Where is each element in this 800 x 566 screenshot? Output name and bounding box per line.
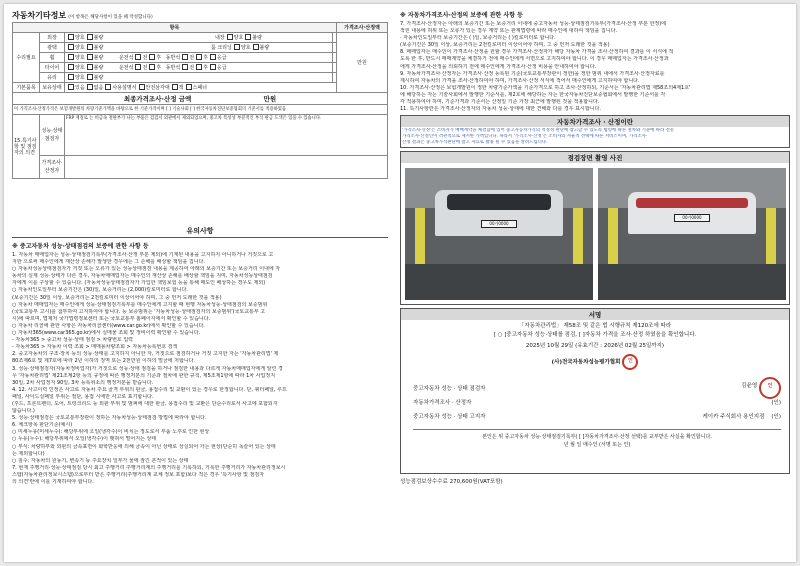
notice-item: 6. 체크항목 판단기준(예시) <box>12 422 73 429</box>
pricing-item: (보증기간은 30일 이상, 보증거리는 2천킬로미터 이상이어야 하며, 그 중 먼저 도래한 것을 적용) <box>400 42 610 49</box>
notice-item: ○ 미세누유(미세누수): 해당부위에 오일(냉각수)이 비치는 정도로서 부품 노후로 인한 현상 <box>12 429 210 436</box>
pricing-item: 9. 자동차가격조사·산정자는 가격조사·산정 등록된 기준(국토교통부장관이 정한)을 정한 범위 내에서 가격조사·산정자료를 <box>400 70 665 77</box>
receipt-statement: 본인은 위 중고자동차 성능·상태점검기록부( [ ]자동차가격조사·산정 선택)를 교부받은 사실을 확인합니다. <box>482 434 712 441</box>
pricing-definition-line: 가격조사·산정인이 객관적으로 제시한 가액입니다. 따라서 '가격조사·산정'은 소비자의 자율적 선택에 따른 서비스이며, 가격조사· <box>402 134 648 140</box>
pricing-list <box>400 21 790 113</box>
pricing-item: 에게 가격조사·산정을 의뢰하기 전에 매수인에게 가격조사·산정 비용을 안내하여야 합니다. <box>400 63 597 70</box>
condition-table <box>12 22 388 179</box>
checkbox[interactable] <box>210 64 216 70</box>
association-stamp: 인 <box>622 354 638 370</box>
signature-statement-1: 「자동차관리법」 제58조 및 같은 법 시행규칙 제120조에 따라 <box>518 323 672 330</box>
checkbox[interactable] <box>186 84 192 90</box>
unit-cell: 만원 <box>337 33 388 93</box>
checkbox[interactable] <box>135 54 141 60</box>
notice-item: 의 의견'란에 이를 기재하여야 합니다. <box>12 479 94 485</box>
checkbox[interactable] <box>149 54 155 60</box>
notice-item: - 자동차365 > 자동차 이력 조회 > 매매용차량조회 > 자동차등록번호 검색 <box>12 344 178 351</box>
signer-row: 중고자동차 성능 · 상태 점검자 김윤영 인 <box>413 381 781 395</box>
notice-title: 유의사항 <box>12 226 388 238</box>
notice-item: (보증기간은 30일 이상, 보증거리는 2천킬로미터 이상이어야 하며, 그 중 먼저 도래한 것을 적용) <box>12 294 222 301</box>
notice-item: ○ 자동차 리콜에 관한 사항은 자동차리콜센터(www.car.go.kr)에서 확인할 수 있습니다. <box>12 322 205 329</box>
checkbox[interactable] <box>210 54 216 60</box>
header-price: 가격조사·산정액 <box>337 23 388 33</box>
inspector-stamp: 인 <box>759 377 781 399</box>
notice-item: 스템(자동차관리정보시스템)으로부터 받은 주행거리(주행거리계 교체 정보 포함)보다 적은 경우 '특기사항 및 점검자 <box>12 471 265 478</box>
notice-item: 시)에 따르며, 법제처 국가법령정보센터 또는 국토교통부 홈페이지에서 확인할 수 있습니다. <box>12 315 211 322</box>
checkbox[interactable] <box>135 64 141 70</box>
condition-title: 자동차기타정보 <box>12 11 67 20</box>
final-price-row <box>13 93 388 105</box>
notice-item: 80조제6호 및 제7호에 따라 2년 이하의 징역 또는 2천만원 이하의 벌금에 처합니다. <box>12 358 196 365</box>
checkbox[interactable] <box>68 64 74 70</box>
group-basic: 기본품목 <box>13 83 40 93</box>
checkbox[interactable] <box>234 44 240 50</box>
notice-item: 4. 12. 사고이력 인정은 사고로 자동차 주요 골격 부위의 판금, 용접수리 및 교환이 있는 경우로 한정합니다. 단, 쿼터패널, 루프 <box>12 386 287 393</box>
checkbox[interactable] <box>87 44 93 50</box>
notice-item: ○ 자동차 매매업자는 매수인에게 성능·상태점검기록부를 매수인에게 고지할 때 현행 자동차성능·상태점검의 보증범위 <box>12 301 268 308</box>
checkbox[interactable] <box>87 74 93 80</box>
notice-item: ○ 자동차성능상태점검자가 거짓 또는 오류가 있는 성능상태점검 내용을 제공하여 아래의 보증기간 또는 보증거리 이내에 자 <box>12 266 281 273</box>
opinion-inspector-text: FRP 재질로 는 비금속 철판부가 나는 부품은 검검서 외관에서 제외되었으며, 중고차 특성상 부분적인 부식 판금 도색은 있을 수 있습니다. <box>65 115 388 156</box>
pricing-item: 11. 특기사항란은 가격조사·산정자의 자동차 성능·상태에 대한 견해와 다를 경우 표시합니다. <box>400 106 601 113</box>
checkbox[interactable] <box>68 34 74 40</box>
pricing-item: 10. 가격조사·산정은 보험개발원이 정한 차량기준가액을 기준가격으로 하고 조사·산정하되, 기준서는 '자동차관리법 제58조의4제1호' <box>400 84 691 91</box>
checkbox[interactable] <box>87 84 93 90</box>
notice-item: ○ 자동차인도일부터 보증기간은 (30)일, 보증거리는 (2,000)킬로미터로 합니다. <box>12 287 188 294</box>
checkbox[interactable] <box>68 54 74 60</box>
checkbox[interactable] <box>68 84 74 90</box>
notice-item: 자에게 이를 구상할 수 있습니다. (자동차성능상태점검자가 가입한 책임보험 등을 통해 매도인 배상하는 경우도 제외) <box>12 280 266 287</box>
notice-item: 우 '자동차관리법' 제21조제2항 등의 규정에 따른 행정처분의 기준과 절차에 관한 규칙, 제5조제1항에 따라 1차 사업정지 <box>12 372 276 379</box>
notice-item: 지한 으로써 매수인에게 재산상 손해가 발생한 경우에는 그 손해를 배상할 책임을 집니다. <box>12 259 205 266</box>
opinion-pricer-label: 가격조사·산정자 <box>40 156 65 179</box>
notice-item: ○ 자동차365(www.car365.go.kr)에서 실매물 조회 및 정비이력 확인할 수 있습니다. <box>12 330 201 337</box>
checkbox[interactable] <box>149 64 155 70</box>
checkbox[interactable] <box>182 54 188 60</box>
signature-box <box>400 308 790 474</box>
row-label: 유리 <box>40 73 65 83</box>
signer-row: 자동차가격조사 · 산정자 (인) <box>413 400 781 407</box>
pricing-item: 제시하여 자동차의 가격을 조사·산정하여야 하며, 가격조사·산정 서식에 적어서 매수인에게 고지하여야 합니다. <box>400 77 640 84</box>
inspection-record-page <box>4 4 796 562</box>
notice-item: ○ 부식: 차량하부와 외판의 금속표면이 화학반응에 의해 금속이 아닌 상태로 상실되어 가는 현상(단순히 녹슬어 있는 상태 <box>12 443 276 450</box>
notice-item: 7. 현재 주행거리·성능·상태점검 당시 최고 주행거리 주행거리계의 주행거리를 기록하되, 기록한 주행거리가 자동차관리정보시 <box>12 464 286 471</box>
notice-section <box>12 226 388 556</box>
notice-item: 패널, 사이드실패널 부위는 절단, 용접 시에만 사고로 표기합니다. <box>12 393 154 400</box>
checkbox[interactable] <box>253 44 259 50</box>
opinion-label: 15.특기사항 및 점검자의 의견 <box>13 115 40 179</box>
checkbox[interactable] <box>245 34 251 40</box>
signature-statement-2: [ ○ ]중고자동차 성능·상태를 점검, [ ]자동차 가격을 조사·산정 하였음을 확인합니다. <box>493 332 697 339</box>
front-inspection-photo <box>405 168 593 300</box>
notice-item: ○ 누유(누수): 해당부위에서 오일(냉각수)이 맺혀서 떨어지는 상태 <box>12 436 157 443</box>
notice-item: 않습니다.) <box>12 408 35 415</box>
pricing-item: · 자동차인도일부터 보증기간은 ( )일, 보증거리는 ( )킬로미터로 합니다. <box>400 35 556 42</box>
condition-section <box>12 10 388 220</box>
notice-item: 30일, 2차 사업정지 90일, 3차 등록취소의 행정처분을 받습니다. <box>12 379 154 386</box>
pricing-subtitle: ※ 자동차가격조사·산정의 보증에 관한 사항 등 <box>400 12 523 19</box>
photo-title: 점검장면 촬영 사진 <box>401 152 789 163</box>
rear-plate: 00가0000 <box>674 214 710 222</box>
table-row: 수리필요 외장 양호 불량 내장 양호 불량 만원 <box>13 33 388 43</box>
notice-item: 2. 중고자동차의 구조·장치 등의 성능·상태를 고지하지 아니한 자, 거짓으로 점검하거나 거짓 고지한 자는 '자동차관리법' 제 <box>12 351 279 358</box>
pricing-item: 도록 한 후, 반드시 매매계약을 체결하기 전에 매수인에게 서면으로 고지하여야 합니다. 이 경우 매매업자는 가격조사·산정과 <box>400 56 669 63</box>
checkbox[interactable] <box>227 34 233 40</box>
notice-item: (국토교통부 고시)를 첨부하여 고지하여야 합니다. 등 보증범위는 '자동차성능·상태점검자의 보증범위'(국토교통부 고 <box>12 308 266 315</box>
checkbox[interactable] <box>196 54 202 60</box>
rear-inspection-photo <box>598 168 786 300</box>
notice-item: 동차의 실제 성능·상태가 다른 경우, 자동차매매업자는 매수인의 재산상 손해를 배상할 책임을 지며, 자동차성능상태점검 <box>12 273 273 280</box>
notice-list <box>12 252 388 486</box>
pricing-item: 에 해당하는 자는 기술사회에서 발행한 기준서를, 제2호에 해당하는 자는 한국자동차진단보증협회에서 발행한 기준서를 각 <box>400 91 666 98</box>
checkbox[interactable] <box>87 64 93 70</box>
table-row: 광택 양호 불량 룸 크리닝 양호 불량 <box>13 43 388 53</box>
final-price-label: 최종가격조사·산정 금액 <box>123 94 192 103</box>
front-plate: 00가0000 <box>481 220 517 228</box>
checkbox[interactable] <box>139 84 145 90</box>
pricing-definition-line: 산정 결과는 중고차가격판단에 참고 자료로 활용 될 수 있음을 알려드립니다. <box>402 140 548 146</box>
row-label: 광택 <box>40 43 65 53</box>
opinion-inspector-label: 성능·상태 점검자 <box>40 115 65 156</box>
association-name: (사)전국자동차성능평가협회 <box>551 359 621 366</box>
opinion-pricer-text <box>65 156 388 179</box>
checkbox[interactable] <box>87 54 93 60</box>
pricing-item: 8. 매매업자는 매수인이 가격조사·산정을 원할 경우 가격조사·산정자가 해당 자동차 가격을 조사·산정하여 결과를 이 서식에 적 <box>400 49 674 56</box>
group-repair: 수리필요 <box>13 33 40 83</box>
final-price-unit: 만원 <box>263 94 277 103</box>
notice-item: 5. 성능·상태점검은 국토교통부장관이 정하는 자동차성능·상태점검 방법에 따라야 합니다. <box>12 415 207 422</box>
table-row: 타이어 양호 불량 운전석 전 후 동반석 전 후 응급 <box>13 63 388 73</box>
pricing-item: 각 적용하여야 하며, 기준가격과 기준서는 산정일 기준 가장 최근에 발행된 것을 적용합니다. <box>400 99 600 106</box>
fee-note: 성능점검보상수수료 270,600원(VAT포함) <box>400 479 503 486</box>
checkbox[interactable] <box>172 84 178 90</box>
table-row: 유리 양호 불량 <box>13 73 388 83</box>
notice-item: 는 제외합니다) <box>12 450 45 457</box>
table-row: 기본품목 보유상태 있음 없음 사용설명서 안전삼각대 잭 스패너 <box>13 83 388 93</box>
left-column <box>12 10 388 556</box>
checkbox[interactable] <box>196 64 202 70</box>
signer-row: 중고자동차 성능 · 상태 고지자 케이카 주식회사 용인지점 (인) <box>413 414 781 421</box>
signature-date: 2025년 10월 29일 (유효기간 : 2026년 02월 25일까지) <box>525 343 665 350</box>
notice-item: ○ 침수: 자동차의 원동기, 변속기 등 주요장치 일부가 물에 잠긴 흔적이 있는 상태 <box>12 457 189 464</box>
photo-box <box>400 151 790 305</box>
right-column <box>400 10 790 556</box>
notice-item: 1. 자동차 매매업자는 성능·상태점검기록부(가격조사·산정 부분 제외)에 기재된 내용을 고지하지 아니하거나 거짓으로 고 <box>12 252 274 258</box>
row-label: 보유상태 <box>40 83 65 93</box>
checkbox[interactable] <box>68 44 74 50</box>
header-item: 항목 <box>13 23 337 33</box>
checkbox[interactable] <box>182 64 188 70</box>
pricing-item: 적힌 내용에 허위 또는 오류가 있는 경우 계약 또는 관계법령에 따라 매수인에 대하여 책임을 집니다. <box>400 28 618 35</box>
notice-item: 3. 성능·상태점검자(자동차정비업자)가 거짓으로 성능·상태 점검을 하거나 점검한 내용과 다르게 자동차매매업자에게 알린 경 <box>12 365 283 372</box>
table-row: 휠 양호 불량 운전석 전 후 동반석 전 후 응급 <box>13 53 388 63</box>
notice-item: - 자동차365 > 중고차 성능·상태 점검 > 차량번호 입력 <box>12 337 133 344</box>
notice-item: (후드, 프론트펜더, 도어, 트렁크리드 등 외판 부위 및 범퍼에 대한 판금, 용접수리 및 교환은 단순수리로서 사고에 포함되지 <box>12 400 278 407</box>
condition-title-note: (이 항목은 해당사항이 있을 때 작성합니다) <box>68 15 153 20</box>
receipt-date-line: 년 월 일 매수인 (서명 또는 인) <box>563 442 631 449</box>
checkbox[interactable] <box>68 74 74 80</box>
checkbox[interactable] <box>87 34 93 40</box>
row-label: 외장 <box>40 33 65 43</box>
pricing-definition-box <box>400 115 790 148</box>
checkbox[interactable] <box>105 84 111 90</box>
row-label: 타이어 <box>40 63 65 73</box>
signature-title: 서명 <box>401 309 789 320</box>
pricing-definition-title: 자동차가격조사 · 산정이란 <box>401 116 789 127</box>
notice-subtitle: ※ 중고자동차 성능·상태점검의 보증에 관한 사항 등 <box>12 243 149 250</box>
row-label: 휠 <box>40 53 65 63</box>
pricing-item: 7. 가격조사·산정자는 아래의 보증기간 또는 보증거리 이내에 중고자동차 성능·상태점검기록부(가격조사·산정 부분 한정)에 <box>400 21 667 27</box>
pricing-definition-line: '가격조사·산정'은 소비자가 매매계약을 체결함에 있어 중고자동차가격의 적정성 판단에 참고할 수 있도록 법령에 따른 절차와 기준에 따라 전문 <box>402 128 675 134</box>
pricing-basis-note: 이 가격조사·산정가격은 보험개발원의 차량기준가액을 바탕으로 한 기준가격이며 [ ] 기술사회 [ ] 한국자동차진단보증협회의 기준서를 적용하였음 <box>13 105 388 115</box>
